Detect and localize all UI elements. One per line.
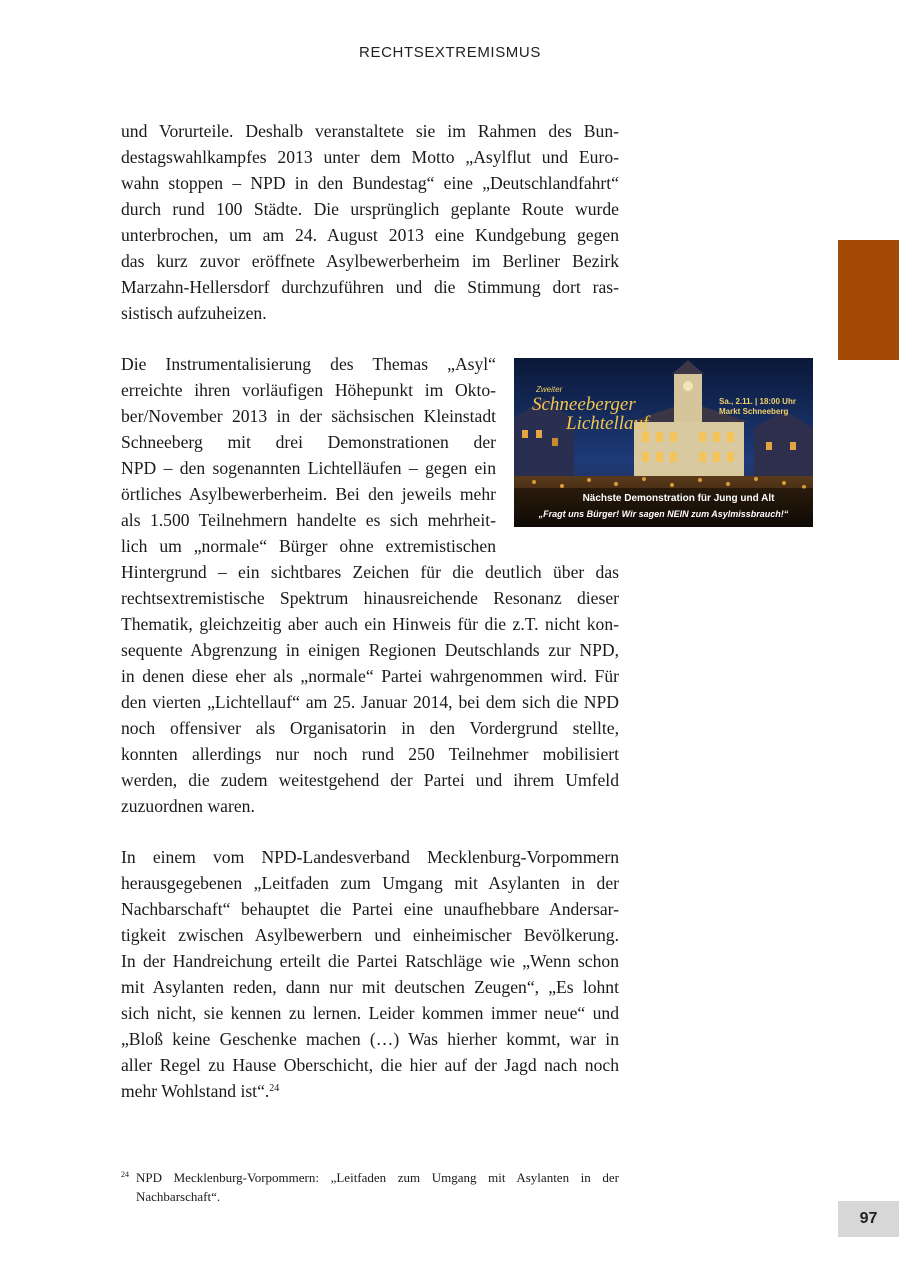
footnote-reference[interactable]: 24: [269, 1083, 280, 1094]
page-number: 97: [838, 1201, 899, 1237]
text-line: den vierten „Lichtellauf“ am 25. Januar 2014, bei dem sich die NPD: [121, 692, 619, 712]
text-line: örtliches Asylbewerberheim. Bei den jeweils mehr: [121, 484, 496, 504]
text-line: „Bloß keine Geschenke machen (…) Was hierher kommt, war in: [121, 1029, 619, 1049]
text-line: als 1.500 Teilnehmern handelte es sich mehrheit-: [121, 510, 496, 530]
text-line: das kurz zuvor eröffnete Asylbewerberheim im Berliner Bezirk: [121, 251, 619, 271]
text-line: sich nicht, sie kennen zu lernen. Leider kommen immer neue“ und: [121, 1003, 619, 1023]
text-line: Hintergrund – ein sichtbares Zeichen für die deutlich über das: [121, 562, 619, 582]
text-line: tigkeit zwischen Asylbewerbern und einheimischer Bevölkerung.: [121, 925, 619, 945]
text-line-content: mehr Wohlstand ist“.: [121, 1081, 270, 1101]
text-line: Nachbarschaft“ behauptet die Partei eine unaufhebbare Andersar-: [121, 899, 619, 919]
text-line: und Vorurteile. Deshalb veranstaltete sie im Rahmen des Bun-: [121, 121, 619, 141]
text-line: [121, 1078, 619, 1104]
flyer-caption-line-2: „Fragt uns Bürger! Wir sagen NEIN zum Asylmissbrauch!“: [538, 509, 789, 519]
text-line: mit Asylanten reden, dann nur mit deutschen Zeugen“, „Es lohnt: [121, 977, 619, 997]
text-line: Die Instrumentalisierung des Themas „Asyl“: [121, 354, 496, 374]
text-line: unterbrochen, um am 24. August 2013 eine Kundgebung gegen: [121, 225, 619, 245]
footnote-line: Nachbarschaft“.: [136, 1189, 221, 1204]
flyer-title-line-1: Schneeberger: [532, 394, 636, 415]
text-line: sistisch aufzuheizen.: [121, 303, 267, 323]
text-line: durch rund 100 Städte. Die ursprünglich geplante Route wurde: [121, 199, 619, 219]
text-line: NPD – den sogenannten Lichtelläufen – gegen ein: [121, 458, 496, 478]
text-line: herausgegebenen „Leitfaden zum Umgang mit Asylanten in der: [121, 873, 619, 893]
text-line: erreichte ihren vorläufigen Höhepunkt im Okto-: [121, 380, 496, 400]
paragraph-1: [121, 118, 619, 326]
text-line: zuzuordnen waren.: [121, 796, 255, 816]
text-line: konnten allerdings nur noch rund 250 Teilnehmer mobilisiert: [121, 744, 619, 764]
text-line: wahn stoppen – NPD in den Bundestag“ eine „Deutschlandfahrt“: [121, 173, 619, 193]
text-line: noch offensiver als Organisatorin in den Vordergrund stellte,: [121, 718, 619, 738]
flyer-location-line: Markt Schneeberg: [719, 407, 789, 416]
footnote-line: NPD Mecklenburg-Vorpommern: „Leitfaden zum Umgang mit Asylanten in der: [136, 1170, 619, 1185]
footnote: [121, 1168, 619, 1206]
text-line: in denen diese eher als „normale“ Partei wahrgenommen wird. Für: [121, 666, 619, 686]
text-line: sequente Abgrenzung in einigen Regionen Deutschlands zur NPD,: [121, 640, 619, 660]
flyer-date-line: Sa., 2.11. | 18:00 Uhr: [719, 397, 796, 406]
text-line: rechtsextremistische Spektrum hinausreichende Resonanz dieser: [121, 588, 619, 608]
text-line: lich um „normale“ Bürger ohne extremistischen: [121, 536, 496, 556]
footnote-number: 24: [121, 1170, 129, 1179]
chapter-tab-marker: [838, 240, 899, 360]
text-line: Thematik, gleichzeitig aber auch ein Hinweis für die z.T. nicht kon-: [121, 614, 619, 634]
text-line: ber/November 2013 in der sächsischen Kleinstadt: [121, 406, 496, 426]
demonstration-flyer-image: [514, 358, 813, 527]
paragraph-3: [121, 844, 619, 1104]
flyer-caption-line-1: Nächste Demonstration für Jung und Alt: [582, 493, 775, 504]
flyer-title-line-2: Lichtellauf: [566, 413, 649, 434]
flyer-small-label: Zweiter: [536, 385, 563, 394]
text-line: Marzahn-Hellersdorf durchzuführen und die Stimmung dort ras-: [121, 277, 619, 297]
flyer-date: [719, 397, 809, 417]
text-line: Schneeberg mit drei Demonstrationen der: [121, 432, 496, 452]
running-head: RECHTSEXTREMISMUS: [359, 44, 541, 61]
text-line: In einem vom NPD-Landesverband Mecklenburg-Vorpommern: [121, 847, 619, 867]
text-line: werden, die zudem weitestgehend der Partei und ihrem Umfeld: [121, 770, 619, 790]
text-line: aller Regel zu Hause Oberschicht, die hier auf der Jagd nach noch: [121, 1055, 619, 1075]
text-line: destagswahlkampfes 2013 unter dem Motto „Asylflut und Euro-: [121, 147, 619, 167]
footnote-text: [136, 1168, 619, 1206]
text-line: In der Handreichung erteilt die Partei Ratschläge wie „Wenn schon: [121, 951, 619, 971]
